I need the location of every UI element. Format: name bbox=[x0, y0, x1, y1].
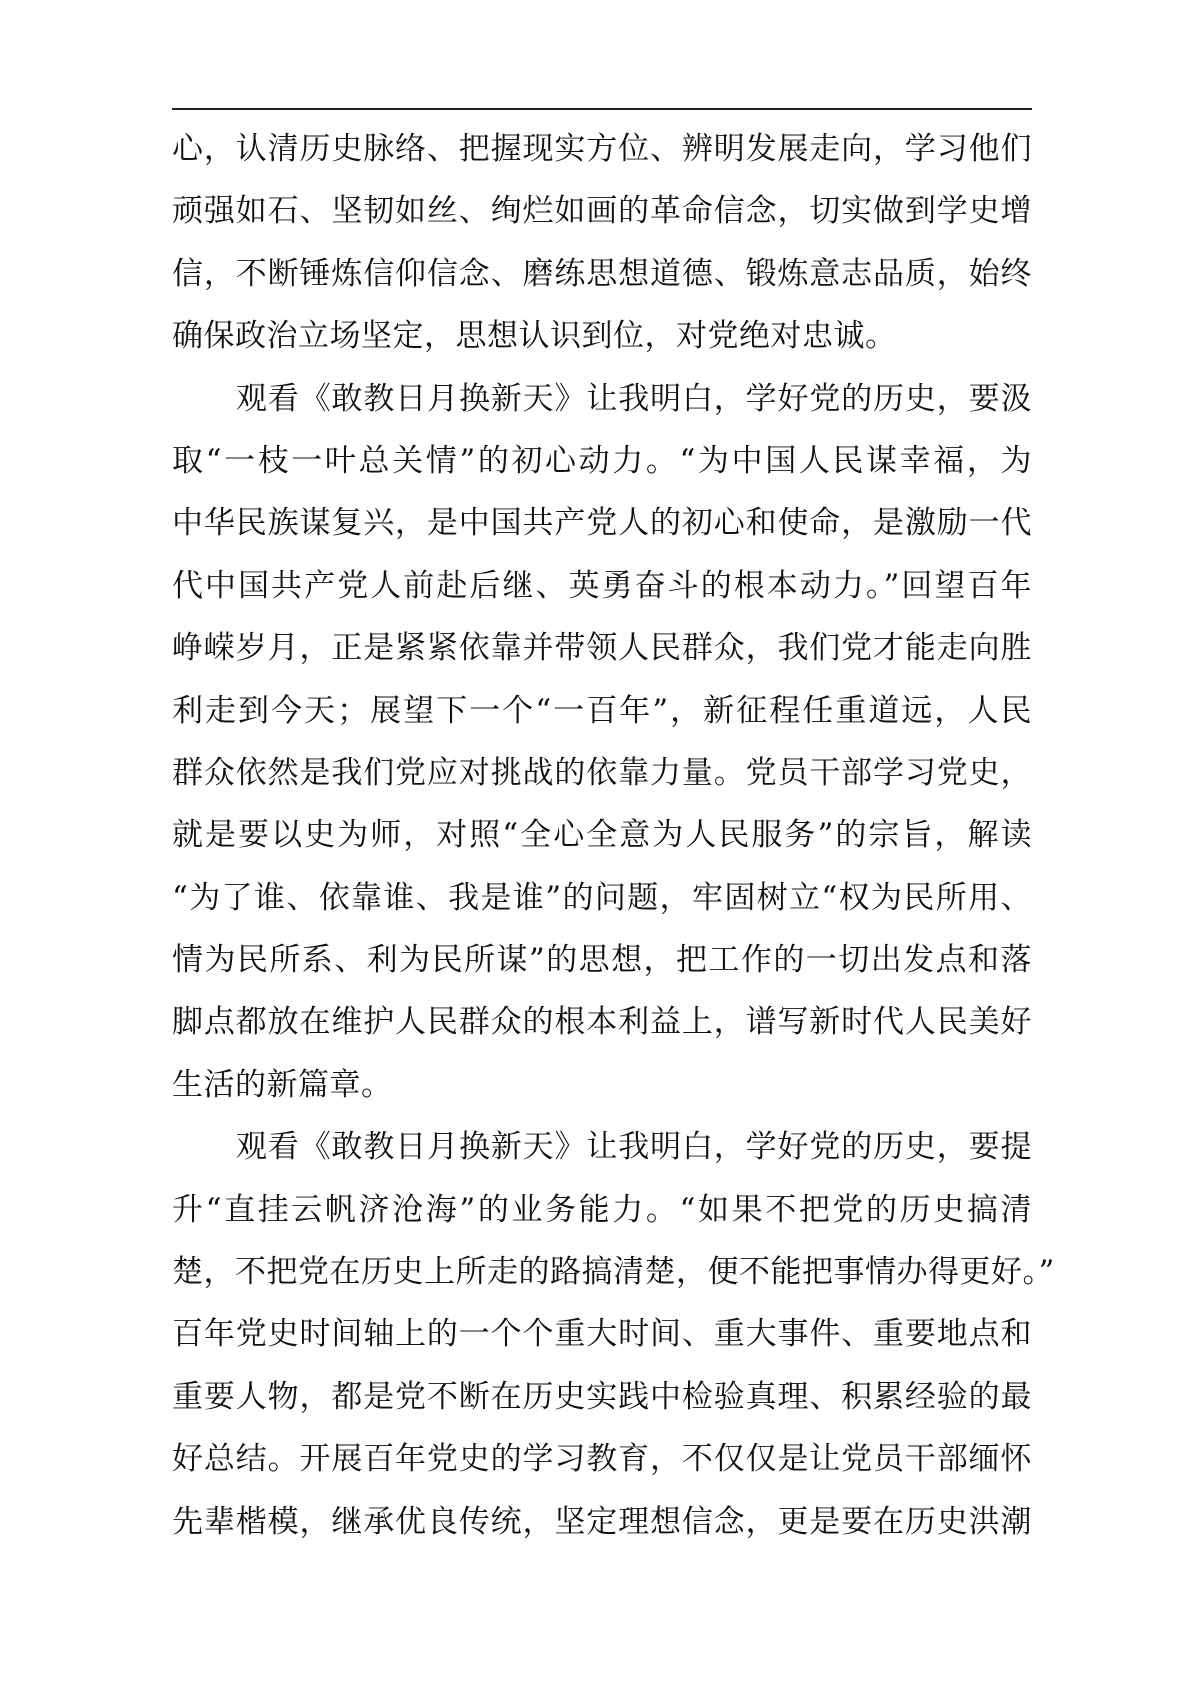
text-line: 中华民族谋复兴，是中国共产党人的初心和使命，是激励一代 bbox=[172, 505, 1032, 542]
text-line: 先辈楷模，继承优良传统，坚定理想信念，更是要在历史洪潮 bbox=[172, 1503, 1032, 1540]
text-line: 好总结。开展百年党史的学习教育，不仅仅是让党员干部缅怀 bbox=[172, 1441, 1032, 1478]
text-line: 峥嵘岁月，正是紧紧依靠并带领人民群众，我们党才能走向胜 bbox=[172, 630, 1032, 667]
text-line: 顽强如石、坚韧如丝、绚烂如画的革命信念，切实做到学史增 bbox=[172, 193, 1032, 230]
text-line: 取“一枝一叶总关情”的初心动力。“为中国人民谋幸福，为 bbox=[172, 442, 1032, 479]
text-line: 百年党史时间轴上的一个个重大时间、重大事件、重要地点和 bbox=[172, 1316, 1032, 1353]
text-line: 群众依然是我们党应对挑战的依靠力量。党员干部学习党史， bbox=[172, 754, 1032, 791]
paragraph-first-line: 观看《敢教日月换新天》让我明白，学好党的历史，要提 bbox=[236, 1129, 1032, 1166]
text-line: 代中国共产党人前赴后继、英勇奋斗的根本动力。”回望百年 bbox=[172, 567, 1032, 604]
text-line: 心，认清历史脉络、把握现实方位、辨明发展走向，学习他们 bbox=[172, 131, 1032, 167]
body-text bbox=[172, 118, 1055, 1553]
text-line: 楚，不把党在历史上所走的路搞清楚，便不能把事情办得更好。” bbox=[172, 1254, 1055, 1291]
header-rule bbox=[172, 108, 1032, 110]
text-line: “为了谁、依靠谁、我是谁”的问题，牢固树立“权为民所用、 bbox=[172, 879, 1032, 916]
text-line: 生活的新篇章。 bbox=[172, 1066, 393, 1103]
text-line: 利走到今天；展望下一个“一百年”，新征程任重道远，人民 bbox=[172, 692, 1032, 729]
text-line: 确保政治立场坚定，思想认识到位，对党绝对忠诚。 bbox=[172, 318, 897, 355]
text-line: 就是要以史为师，对照“全心全意为人民服务”的宗旨，解读 bbox=[172, 817, 1032, 854]
text-line: 升“直挂云帆济沧海”的业务能力。“如果不把党的历史搞清 bbox=[172, 1191, 1032, 1228]
text-line: 信，不断锤炼信仰信念、磨练思想道德、锻炼意志品质，始终 bbox=[172, 255, 1032, 292]
paragraph-first-line: 观看《敢教日月换新天》让我明白，学好党的历史，要汲 bbox=[236, 380, 1032, 417]
text-line: 情为民所系、利为民所谋”的思想，把工作的一切出发点和落 bbox=[172, 942, 1032, 979]
text-line: 脚点都放在维护人民群众的根本利益上，谱写新时代人民美好 bbox=[172, 1004, 1032, 1041]
text-line: 重要人物，都是党不断在历史实践中检验真理、积累经验的最 bbox=[172, 1378, 1032, 1415]
